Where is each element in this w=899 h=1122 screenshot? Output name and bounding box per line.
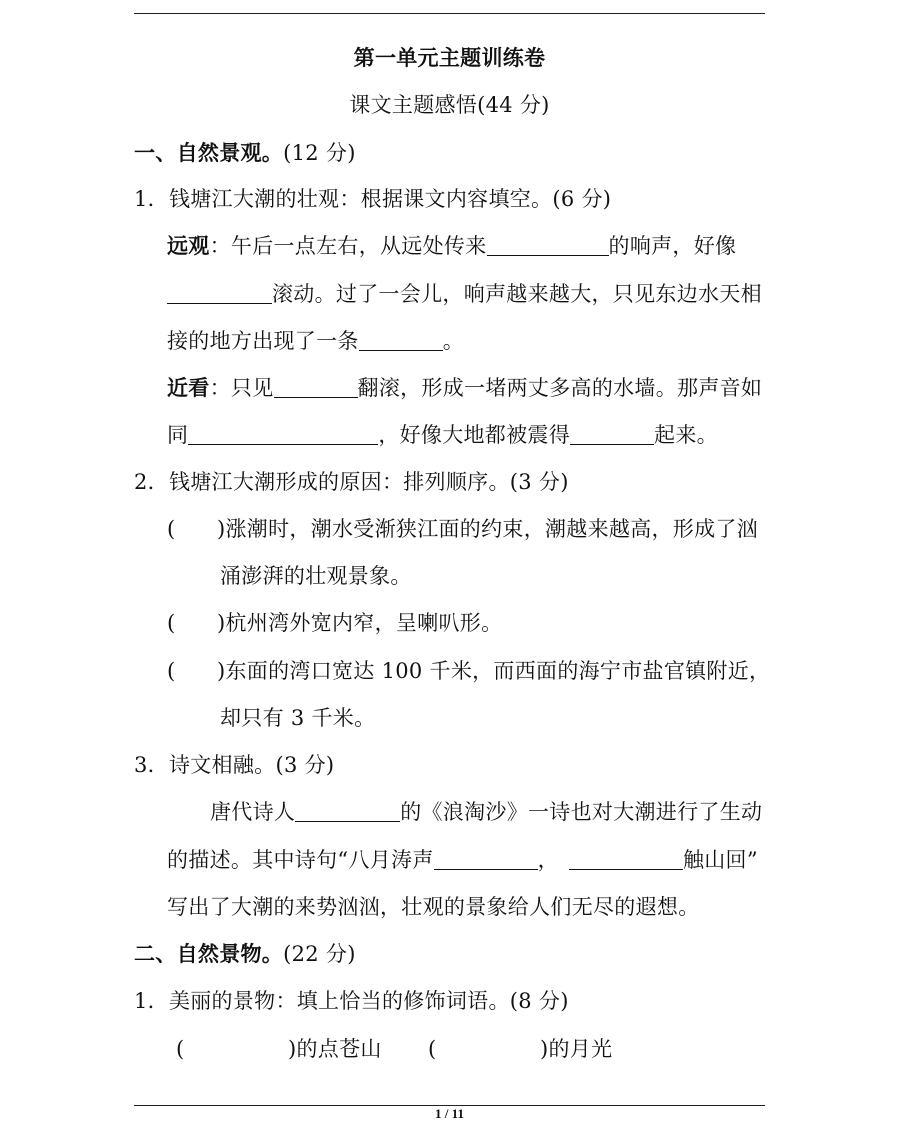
q1-near-line-2 [167,422,718,448]
q3-text-d: ， [537,848,559,872]
header-rule [134,13,765,14]
q2-item-1-cont: 涌澎湃的壮观景象。 [220,564,412,588]
q1-near-label: 近看 [167,375,210,400]
question-1-stem: 1．钱塘江大潮的壮观：根据课文内容填空。(6 分) [134,187,612,211]
q2-item-2-text: )杭州湾外宽内窄，呈喇叭形。 [217,611,503,635]
blank-far-line[interactable] [359,330,443,351]
q3-line-3: 写出了大潮的来势汹汹，壮观的景象给人们无尽的遐想。 [167,895,700,919]
q1-far-label: 远观 [167,233,210,258]
q1-near-text-c: 同 [167,423,189,447]
page-subtitle: 课文主题感悟(44 分) [349,93,550,117]
q2-item-3 [167,658,770,684]
q3-line-1 [210,799,762,825]
q1-near-text-b: 翻滚，形成一堵两丈多高的水墙。那声音如 [357,376,763,400]
section-2-label: 二、自然景物。 [134,941,284,966]
blank-far-like[interactable] [167,283,272,304]
blank-poet[interactable] [295,801,400,822]
question-2-stem: 2．钱塘江大潮形成的原因：排列顺序。(3 分) [134,470,569,494]
q1-near-line-1 [167,375,762,401]
question-3-stem: 3．诗文相融。(3 分) [134,753,335,777]
q1-far-line-1 [167,233,736,259]
q4-fill-box-2[interactable]: ( [428,1037,437,1061]
q1-far-text-d: 接的地方出现了一条 [167,329,359,353]
blank-near-shake[interactable] [570,424,654,445]
section-1-score: (12 分) [283,141,356,165]
q3-text-b: 的《浪淘沙》一诗也对大潮进行了生动 [400,800,763,824]
q1-far-text-b: 的响声，好像 [608,234,737,258]
blank-poem-2[interactable] [569,849,683,870]
section-1-heading [134,140,356,166]
blank-poem-1[interactable] [434,849,538,870]
q3-text-e: 触山回” [682,848,758,872]
q4-item-1-text: )的点苍山 [288,1037,382,1061]
q2-item-1 [167,516,758,542]
page-number: 1 / 11 [435,1106,464,1121]
q1-far-line-2 [167,281,762,307]
blank-far-sound[interactable] [487,235,609,256]
q1-near-text-a: ：只见 [209,376,274,400]
section-1-label: 一、自然景观。 [134,140,284,165]
q1-far-text-e: 。 [442,329,465,353]
q2-item-3-text: )东面的湾口宽达 100 千米，而西面的海宁市盐官镇附近， [217,659,771,683]
q2-item-1-text: )涨潮时，潮水受渐狭江面的约束，潮越来越高，形成了汹 [217,517,758,541]
q4-fill-box-1[interactable]: ( [176,1037,185,1061]
q1-near-text-d: ，好像大地都被震得 [378,423,571,447]
q3-text-c: 的描述。其中诗句“八月涛声 [167,848,434,872]
question-4-stem: 1．美丽的景物：填上恰当的修饰词语。(8 分) [134,989,569,1013]
q1-far-text-c: 滚动。过了一会儿，响声越来越大，只见东边水天相 [272,282,762,306]
section-2-heading [134,941,356,967]
blank-near-roll[interactable] [274,377,358,398]
q2-item-2 [167,610,502,636]
q4-item-2-text: )的月光 [540,1037,613,1061]
q2-order-box-3[interactable]: ( [167,659,176,683]
page-title: 第一单元主题训练卷 [353,45,546,70]
q3-text-a: 唐代诗人 [210,800,296,824]
q1-far-line-3 [167,328,464,354]
q3-line-2 [167,847,758,873]
section-2-score: (22 分) [283,942,356,966]
q2-order-box-1[interactable]: ( [167,517,176,541]
blank-near-sound[interactable] [188,424,378,445]
q4-item-2 [428,1036,612,1062]
q1-near-text-e: 起来。 [654,423,718,447]
q2-item-3-cont: 却只有 3 千米。 [220,706,376,730]
q2-order-box-2[interactable]: ( [167,611,176,635]
q1-far-text-a: ：午后一点左右，从远处传来 [209,234,487,258]
q4-item-1 [176,1036,382,1062]
